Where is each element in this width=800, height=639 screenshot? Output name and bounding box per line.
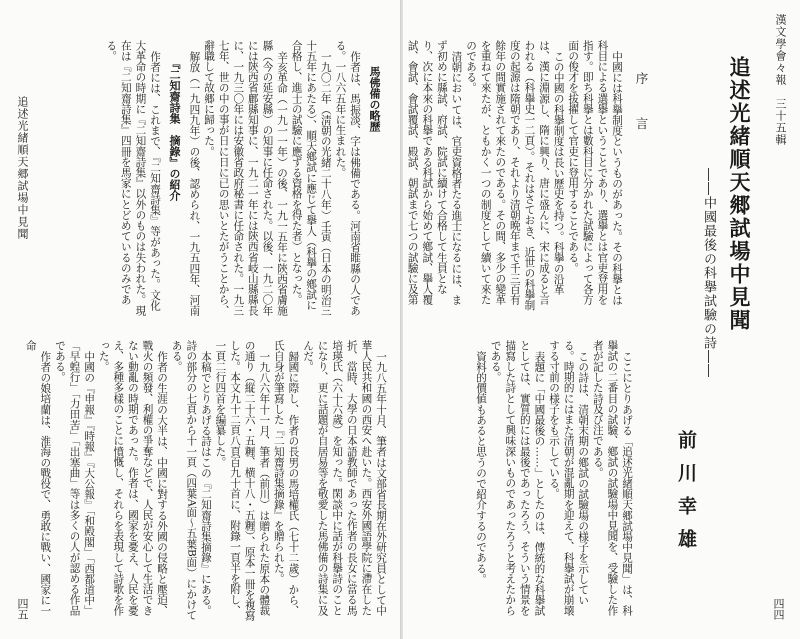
preface-paragraph: 表題に「中國最後の……」としたのは、傳統的な科擧試としては、實質的には最後であったろう、そういう情景を描寫した詩として興味深いものであったろうと考えたからである。 — [489, 340, 546, 616]
right-page — [400, 0, 800, 639]
work-paragraph: 一九八五年十月、筆者は文部省長期在外研究員として中華人民共和國の西安へ赴いた。西安外國語學院に滯在した折、當時、大學の日本語教師であった作者の長女に當る馬培瑛氏（六十六歲）を知った。閑談中に話が科擧詩のことになり、更に話題が自居易等を敬愛した馬佛備の詩集に及んだ。 — [302, 340, 387, 616]
work-paragraph: 作者の生涯の大半は、中國に對する外國の侵略と壓迫、戰火の頻發、利權の爭奪などで、人民が安心して生活できない動亂の時期であった。作者は、國家を憂え、人民を憂え、多種多樣のことに憤慨し、それらを表現して詩歌を作った。 — [97, 340, 169, 616]
biography-paragraph: 辛亥革命（一九一一年）の後、一九一五年に陝西省膚施縣（今の延安縣）の知事に任命された。以後、一九二〇年には陝西省鄜縣知事に、一九二一年には陝西省岐山縣縣長に、一九三〇年には安徽省政府秘書に任命された。一九三七年、世の中の事が日に日に已の思いとたがうことから、辭職して故郷に歸った。 — [203, 40, 289, 316]
biography-paragraph: 一九〇二年（淸朝の光緒二十八年）壬寅（日本の明治三十五年にあたる）、順天鄕試に應じて擧人（科擧の鄕試に合格し、進士の試驗に應ずる資格を得た者）となった。 — [290, 40, 332, 316]
preface-paragraph: 中國には科擧制度というものがあった。その科擧とは科目による選擧ということであり、選擧とは官吏登用を指す。即ち科擧とは數科目に分かれた試驗によって各方面の俊才を拔擢して官吏に登用することである。 — [567, 40, 623, 305]
work-paragraph: 作者の娘培蘭は、淮海の戰役で、勇敢に戰い、國家に一命 — [24, 340, 52, 616]
running-title: 追述光緒順天郷試場中見聞 — [16, 96, 29, 240]
work-paragraph: 本稿でとりあげる詩はこの『二知齋詩集摘錄』にある。詩の部分の七頁から十一頁（四葉A面〜五葉B面）にかけてある。 — [170, 340, 212, 621]
author-name: 前川幸雄 — [675, 430, 697, 562]
work-upper-block — [42, 40, 162, 318]
page-number: 四五 — [16, 598, 29, 620]
work-paragraph: 中國の『申報』『時報』『大公報』「和殿閣」「西都道中」「早蝗行」「力田苦」「出塞曲」等は多くの人が認める作品である。 — [53, 340, 96, 616]
biography-paragraph: 解放（一九四九年）の後、認められ、一九五四年、河南 — [188, 50, 201, 316]
article-title: 追述光緒順天郷試場中見聞 — [727, 56, 752, 332]
preface-paragraph: この詩は、清朝末期の鄕試の試驗場の様子を示している。時期的にはまた清朝が混亂期を迎えて、科擧試が崩壊する寸前の様子をも示している。 — [548, 340, 590, 616]
biography-heading: 馬佛備の略歷 — [368, 66, 381, 132]
work-heading: 『二知齋詩集 摘錄』の紹介 — [168, 58, 181, 201]
preface-paragraph: 清朝においては、官吏資格者たる進士になるには、まず初めに縣試、府試、院試に續けて合格して生員となり、次に本來の科擧である科試から始めて鄕試、擧人覆試、會試、會試覆試、殿試、朝試まで七つの試驗に及第 — [406, 40, 463, 305]
work-lower-block — [8, 340, 388, 622]
journal-header: 漢文學會々報 三十五輯 — [774, 14, 787, 146]
article-subtitle: ――中國最後の科擧試驗の詩―― — [701, 168, 716, 378]
preface-heading: 序 言 — [634, 72, 649, 140]
work-paragraph: 一九八六年十一月、筆者（前川）は贈られた原本の體裁の通り（縦二十六・五糎、横十八・五糎）、原本一冊を複寫した。本文九十二頁八頁百九十首に、附錄一頁半を附し、一頁二行四首を編纂した。 — [214, 340, 271, 621]
page-number: 四四 — [772, 598, 785, 620]
biography-block — [187, 40, 362, 318]
preface-upper-block — [404, 40, 624, 315]
preface-paragraph: この中國の科擧制度は長い歷史を持つ。科擧の沿革は、漢に淵源し、隋に興り、唐に盛んに、宋に成ると言われる（科擧史一二頁）。それはさておき、近世の科擧制度の起源は隋朝であり、それより清朝晩年まで千三百有餘年の間實施されて來たのである。その間、多少の變革を重ねて來たが、ともかく一つの制度として續いて來たのである。 — [465, 40, 565, 311]
preface-paragraph: 資料的價値もあると思うので紹介するのである。 — [475, 350, 488, 584]
biography-paragraph: 作者は、馬振淡、字は佛備である。河南省睢縣の人である。一八六五年に生まれた。 — [334, 40, 361, 316]
work-paragraph: 作者には、これまで、『二知齋詩集』等があった。文化大革命の時期に『二知齋詩集』以外のものは失われた。現在は『二知齋詩集』四冊を馬家にとどめているのみである。 — [105, 40, 161, 316]
preface-lower-block — [402, 340, 634, 622]
work-paragraph: 歸國に際し、作者の長男の馬培權氏（七十二歲）から、氏自身が筆寫した『二知齋詩集摘錄』を贈られた。 — [272, 340, 300, 616]
preface-paragraph: ここにとりあげる「追述光緒順天郷試場中見聞」は、科擧試の二番目の試驗、鄕試の試驗場中見聞を、受驗した作者が記した詩及び注である。 — [591, 340, 633, 616]
